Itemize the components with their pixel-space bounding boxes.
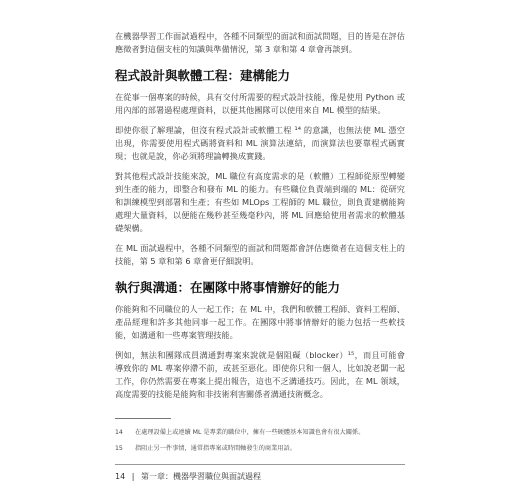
footnotes <box>115 428 415 460</box>
footer-divider <box>115 464 405 465</box>
execution-paragraph-2: 例如，無法和團隊成員溝通對專案來說就是個阻礙（blocker）¹⁵，而且可能會導致你的 ML 專案停滯不前，或甚至惡化。即使你只和一個人，比如說老闆一起工作，你仍然需要在專案上提出報告，這也不乏溝通技巧。因此，在 ML 領域，高度需要的技能是能夠和非技術利害關係者溝通技術概念。 <box>115 350 405 399</box>
programming-paragraph-3: 對其他程式設計技能來說，ML 職位有高度需求的是（軟體）工程師從原型轉變到生產的能力，即整合和發布 ML 的能力。有些職位負責端到端的 ML：從研究和訓練模型到部署和生產；有些如 MLOps 工程師的 ML 職位，則負責建構能夠處理大量資料，以便能在幾秒甚至幾毫秒內，將 ML 回應給使用者需求的軟體基礎架構。 <box>115 171 405 233</box>
footer-separator: | <box>131 472 135 481</box>
programming-paragraph-1: 在從事一個專案的時候，具有交付所需要的程式設計技能，像是使用 Python 或用內部的部署過程處理資料，以便其他團隊可以使用來自 ML 模型的結果。 <box>115 92 405 115</box>
execution-paragraph-1: 你能夠和不同職位的人一起工作；在 ML 中，我們和軟體工程師、資料工程師、產品經理和許多其他同事一起工作。在團隊中將事情辦好的能力包括一些軟技能，如溝通和一些專案管理技能。 <box>115 304 405 340</box>
footnote-number: 14 <box>115 429 123 436</box>
footnote-14 <box>115 428 415 438</box>
footnote-number: 15 <box>115 445 123 452</box>
programming-paragraph-2: 即使你很了解理論，但沒有程式設計或軟體工程 ¹⁴ 的意識，也無法使 ML 憑空出現，你需要使用程式碼將資料和 ML 演算法連結，而演算法也要靠程式碼實現；也就是說，你必須將理論轉換成實踐。 <box>115 125 405 161</box>
page-footer <box>115 471 265 482</box>
section-heading-execution: 執行與溝通：在團隊中將事情辦好的能力 <box>115 280 341 295</box>
programming-paragraph-4: 在 ML 面試過程中，各種不同類型的面試和問題都會評估應徵者在這個支柱上的技能，第 5 章和第 6 章會更仔細說明。 <box>115 243 405 266</box>
footnote-text: 在處理設備上或連續 ML 是專業的職位中，擁有一些硬體基本知識也會有很大關係。 <box>135 429 365 436</box>
chapter-title: 第一章：機器學習職位與面試過程 <box>140 472 261 481</box>
section-heading-programming: 程式設計與軟體工程：建構能力 <box>115 68 291 83</box>
footnote-15 <box>115 444 415 454</box>
page-number: 14 <box>115 472 126 481</box>
intro-paragraph: 在機器學習工作面試過程中，各種不同類型的面試和面試問題，目的皆是在評估應徵者對這個支柱的知識與準備情況，第 3 章和第 4 章會再談到。 <box>115 31 405 54</box>
page-body <box>115 30 405 408</box>
footnote-divider <box>115 418 171 419</box>
footnote-text: 指阻止另一件事情，通常指專案或時間軸發生的商業用語。 <box>135 445 296 452</box>
